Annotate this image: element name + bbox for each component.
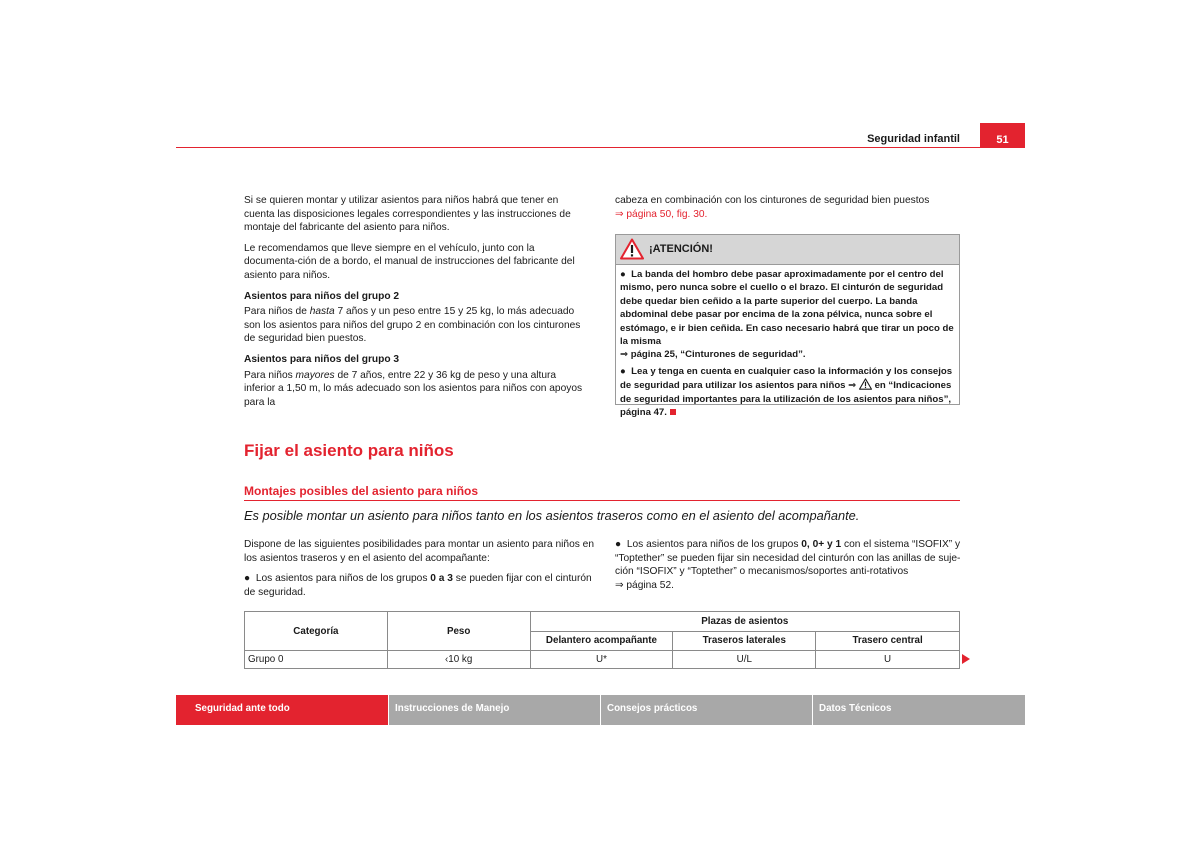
paragraph-intro: Si se quieren montar y utilizar asientos para niños habrá que tener en cuenta las disposiciones legales correspondientes y las instrucciones de montaje del fabricante del asiento para niños. — [244, 195, 571, 234]
cell-traseros: U/L — [673, 651, 816, 669]
footer-tab-seguridad[interactable]: Seguridad ante todo — [176, 695, 388, 725]
warning-page-reference[interactable]: ⇒ página 25, “Cinturones de seguridad”. — [620, 349, 806, 361]
warning-item: ● La banda del hombro debe pasar aproximadamente por el centro del mismo, pero nunca sobre el cuello o el brazo. El cinturón de seguridad debe quedar bien ceñido a la parte superior del cuerpo. La banda abdominal debe pasar por encima de la zona pélvica, nunca sobre el estómago, e ir bien ceñida. En caso necesario habrá que tirar un poco de la misma ⇒ página 25, “Cinturones de seguridad”. — [620, 269, 954, 361]
left-column — [244, 194, 589, 416]
table-row — [245, 651, 960, 669]
group3-heading: Asientos para niños del grupo 3 — [244, 353, 400, 365]
cell-delantero: U* — [530, 651, 673, 669]
warning-body — [616, 265, 959, 419]
bullet-item: ● Los asientos para niños de los grupos 0, 0+ y 1 con el sistema “ISOFIX” y “Toptether” se pueden fijar sin necesidad del cinturón con las anillas de suje-ción “ISOFIX” y “Toptether” o mecanismos/soportes anti-rotativos ⇒ página 52. — [615, 539, 961, 591]
cell-central: U — [816, 651, 960, 669]
page-reference-link[interactable]: ⇒ página 52. — [615, 579, 674, 591]
paragraph-recommendation: Le recomendamos que lleve siempre en el vehículo, junto con la documenta-ción de a bordo, el manual de instrucciones del fabricante del asiento para niños. — [244, 242, 575, 281]
header-rule — [176, 147, 1025, 148]
continue-arrow-icon — [962, 654, 970, 664]
running-header-title: Seguridad infantil — [867, 133, 960, 145]
right-column — [615, 194, 960, 221]
cell-peso: ‹10 kg — [387, 651, 530, 669]
continued-paragraph: cabeza en combinación con los cinturones de seguridad bien puestos ⇒ página 50, fig. 30. — [615, 195, 930, 220]
table-header-delantero: Delantero acompañante — [530, 631, 673, 651]
group2-paragraph: Para niños de hasta 7 años y un peso entre 15 y 25 kg, lo más adecuado son los asientos para niños del grupo 2 en combinación con los cinturones de seguridad bien puestos. — [244, 306, 581, 345]
mount-paragraph: Dispone de las siguientes posibilidades para montar un asiento para niños en los asientos traseros y en el asiento del acompañante: — [244, 539, 594, 564]
warning-title: ¡ATENCIÓN! — [649, 243, 713, 255]
warning-triangle-icon — [859, 378, 872, 390]
bullet-item: ● Los asientos para niños de los grupos 0 a 3 se pueden fijar con el cinturón de seguridad. — [244, 573, 592, 598]
warning-triangle-icon — [620, 238, 644, 260]
table-header-plazas: Plazas de asientos — [530, 612, 959, 632]
table-header-central: Trasero central — [816, 631, 960, 651]
warning-header — [616, 235, 959, 265]
page-reference-link[interactable]: ⇒ página 50, fig. 30. — [615, 208, 708, 220]
mount-left-column — [244, 538, 594, 606]
warning-item: ● Lea y tenga en cuenta en cualquier caso la información y los consejos de seguridad para utilizar los asientos para niños ⇒ en “Indicaciones de seguridad importantes para la utilización de los asientos para niños”, página 47. — [620, 365, 953, 419]
table-header-categoria: Categoría — [245, 612, 388, 651]
end-of-section-marker — [670, 409, 676, 415]
page-number: 51 — [980, 123, 1025, 148]
group3-paragraph: Para niños mayores de 7 años, entre 22 y 36 kg de peso y una altura inferior a 1,50 m, lo más adecuado son los asientos para niños con apoyos para la — [244, 369, 583, 408]
mount-right-column — [615, 538, 963, 592]
table-header-peso: Peso — [387, 612, 530, 651]
table-header-traseros: Traseros laterales — [673, 631, 816, 651]
cell-categoria: Grupo 0 — [245, 651, 388, 669]
warning-box — [615, 234, 960, 419]
group2-heading: Asientos para niños del grupo 2 — [244, 290, 400, 302]
seating-table — [244, 611, 960, 669]
footer-tab-instrucciones[interactable]: Instrucciones de Manejo — [389, 695, 600, 725]
footer-tab-consejos[interactable]: Consejos prácticos — [601, 695, 812, 725]
subsection-title: Montajes posibles del asiento para niños — [244, 484, 479, 498]
section-title: Fijar el asiento para niños — [244, 441, 454, 460]
subsection-rule — [244, 500, 960, 501]
section-intro: Es posible montar un asiento para niños tanto en los asientos traseros como en el asiento del acompañante. — [244, 508, 860, 523]
footer-tab-datos[interactable]: Datos Técnicos — [813, 695, 1025, 725]
